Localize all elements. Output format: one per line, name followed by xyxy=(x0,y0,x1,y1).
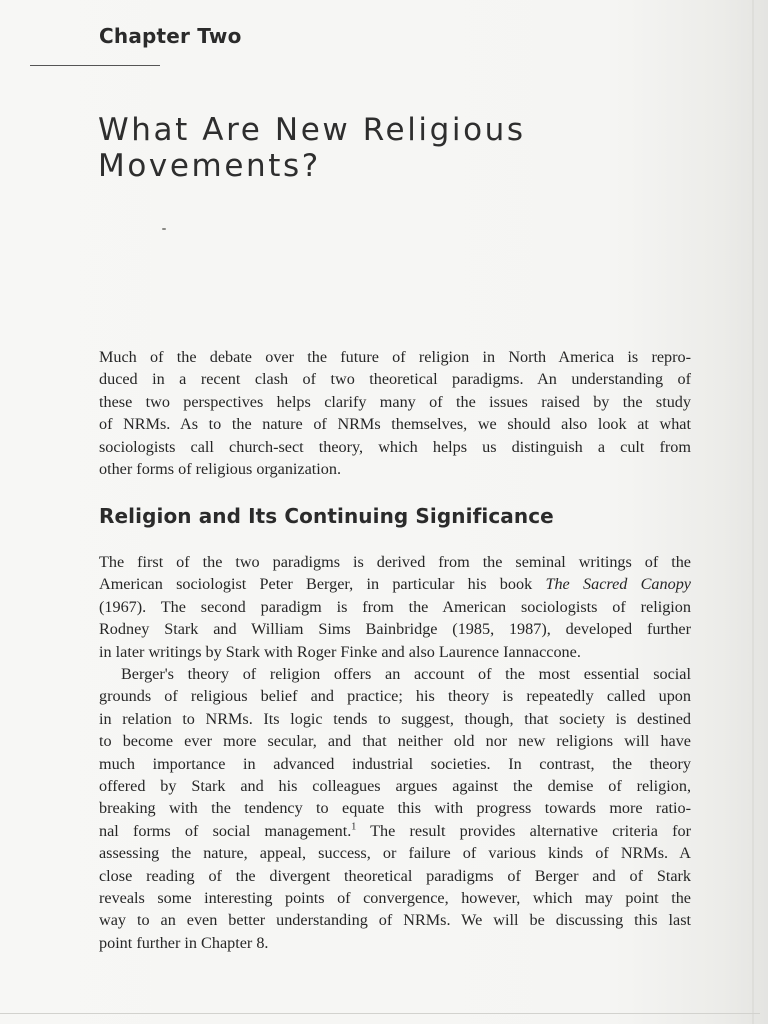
paragraph-line: Rodney Stark and William Sims Bainbridge (1985, 1987), developed further xyxy=(99,620,691,639)
paragraph-line xyxy=(99,573,691,595)
chapter-rule xyxy=(30,65,160,66)
paragraph-line: grounds of religious belief and practice; his theory is repeatedly called upon xyxy=(99,687,691,706)
section-paragraph-2 xyxy=(99,663,691,954)
paragraph-line: way to an even better understanding of NRMs. We will be discussing this last xyxy=(99,911,691,930)
chapter-label: Chapter Two xyxy=(99,24,242,48)
paragraph-line: to become ever more secular, and that neither old nor new religions will have xyxy=(99,732,691,751)
paragraph-line: reveals some interesting points of convergence, however, which may point the xyxy=(99,889,691,908)
chapter-title xyxy=(98,112,698,184)
paragraph-line xyxy=(99,820,691,842)
paragraph-line: in later writings by Stark with Roger Finke and also Laurence Iannaccone. xyxy=(99,642,581,661)
paragraph-line: point further in Chapter 8. xyxy=(99,933,269,952)
paragraph-line: offered by Stark and his colleagues argues against the demise of religion, xyxy=(99,777,691,796)
footnote-marker[interactable]: 1 xyxy=(351,821,357,833)
paragraph-line: close reading of the divergent theoretical paradigms of Berger and of Stark xyxy=(99,866,691,885)
paragraph-text: nal forms of social management. xyxy=(99,821,352,840)
page-bottom-edge xyxy=(0,1013,760,1014)
chapter-title-line-2: Movements? xyxy=(98,148,321,184)
paragraph-line: in relation to NRMs. Its logic tends to suggest, though, that society is destined xyxy=(99,709,691,728)
paragraph-text: American sociologist Peter Berger, in particular his book xyxy=(99,575,546,594)
section-paragraph-1 xyxy=(99,551,691,663)
paragraph-line: breaking with the tendency to equate this with progress towards more ratio- xyxy=(99,799,691,818)
paragraph-line: The first of the two paradigms is derived from the seminal writings of the xyxy=(99,553,691,571)
paragraph-line: assessing the nature, appeal, success, or failure of various kinds of NRMs. A xyxy=(99,844,691,863)
paragraph-line: (1967). The second paradigm is from the American sociologists of religion xyxy=(99,597,691,616)
intro-line: Much of the debate over the future of religion in North America is repro- xyxy=(99,348,691,366)
intro-line: these two perspectives helps clarify many of the issues raised by the study xyxy=(99,392,691,411)
chapter-title-line-1: What Are New Religious xyxy=(98,112,526,148)
paragraph-line: Berger's theory of religion offers an account of the most essential social xyxy=(121,665,691,683)
paragraph-line: much importance in advanced industrial societies. In contrast, the theory xyxy=(99,754,691,773)
intro-line: other forms of religious organization. xyxy=(99,460,342,479)
page-edge-shadow xyxy=(752,0,754,1024)
paragraph-text: The result provides alternative criteria for xyxy=(356,821,691,840)
intro-line: sociologists call church-sect theory, which helps us distinguish a cult from xyxy=(99,437,691,456)
book-title: The Sacred Canopy xyxy=(545,575,691,594)
intro-line: duced in a recent clash of two theoretical paradigms. An understanding of xyxy=(99,370,691,389)
intro-paragraph xyxy=(99,346,691,480)
section-heading: Religion and Its Continuing Significance xyxy=(99,504,554,528)
scan-speck xyxy=(162,228,166,230)
intro-line: of NRMs. As to the nature of NRMs themselves, we should also look at what xyxy=(99,415,691,434)
